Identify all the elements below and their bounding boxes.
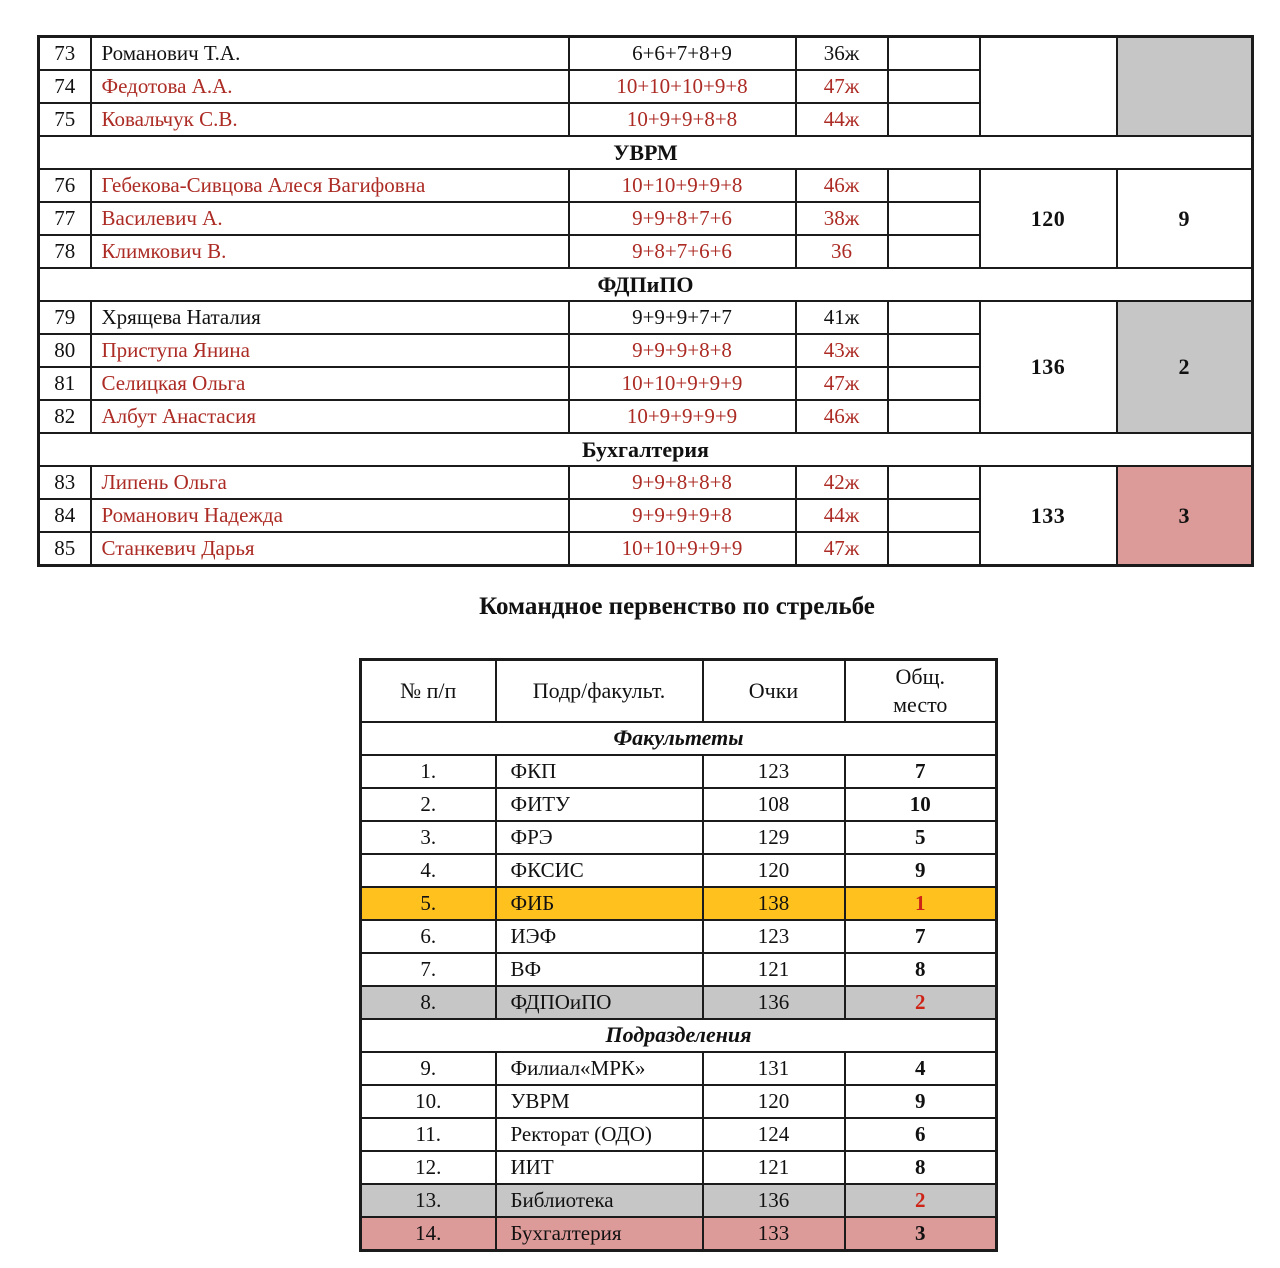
cell-place: 6 (845, 1118, 997, 1151)
cell-place: 2 (845, 1184, 997, 1217)
cell-scores: 10+10+9+9+9 (569, 367, 796, 400)
cell-place: 2 (845, 986, 997, 1019)
cell-num: 3. (361, 821, 496, 854)
cell-num: 84 (39, 499, 91, 532)
section-label: Подразделения (361, 1019, 997, 1052)
results-table-body (39, 37, 1253, 566)
table-row (361, 1052, 997, 1085)
cell-place: 7 (845, 920, 997, 953)
cell-team-total (980, 37, 1117, 137)
cell-points: 123 (703, 920, 845, 953)
cell-place: 9 (845, 1085, 997, 1118)
cell-num: 80 (39, 334, 91, 367)
cell-num: 10. (361, 1085, 496, 1118)
table-row (361, 1085, 997, 1118)
section-label: УВРМ (39, 136, 1253, 169)
cell-points: 129 (703, 821, 845, 854)
cell-points: 121 (703, 1151, 845, 1184)
cell-points: 136 (703, 1184, 845, 1217)
cell-scores: 9+9+8+8+8 (569, 466, 796, 499)
cell-name: Ковальчук С.В. (91, 103, 569, 136)
cell-num: 74 (39, 70, 91, 103)
cell-scores: 9+9+9+9+8 (569, 499, 796, 532)
cell-place: 7 (845, 755, 997, 788)
cell-extra (888, 202, 980, 235)
cell-team-total: 136 (980, 301, 1117, 433)
cell-extra (888, 466, 980, 499)
cell-unit: Библиотека (496, 1184, 703, 1217)
cell-extra (888, 169, 980, 202)
cell-scores: 10+9+9+9+9 (569, 400, 796, 433)
cell-scores: 9+8+7+6+6 (569, 235, 796, 268)
cell-num: 12. (361, 1151, 496, 1184)
cell-num: 4. (361, 854, 496, 887)
table-row (361, 920, 997, 953)
section-row (39, 136, 1253, 169)
section-row (39, 433, 1253, 466)
cell-extra (888, 70, 980, 103)
cell-total: 36ж (796, 37, 888, 71)
cell-extra (888, 301, 980, 334)
table-row (361, 821, 997, 854)
cell-name: Селицкая Ольга (91, 367, 569, 400)
cell-name: Хрящева Наталия (91, 301, 569, 334)
table-row (361, 1118, 997, 1151)
results-table (37, 35, 1254, 567)
header-points: Очки (703, 660, 845, 722)
cell-unit: ИЭФ (496, 920, 703, 953)
cell-team-place: 9 (1117, 169, 1253, 268)
section-label: Бухгалтерия (39, 433, 1253, 466)
team-table-body (361, 722, 997, 1251)
cell-name: Федотова А.А. (91, 70, 569, 103)
team-table (359, 658, 998, 1252)
section-row (39, 268, 1253, 301)
cell-name: Климкович В. (91, 235, 569, 268)
cell-points: 136 (703, 986, 845, 1019)
cell-num: 75 (39, 103, 91, 136)
header-place-line2: место (893, 691, 948, 717)
section-row (361, 1019, 997, 1052)
table-row (361, 755, 997, 788)
cell-unit: ФДПОиПО (496, 986, 703, 1019)
cell-scores: 10+10+9+9+9 (569, 532, 796, 566)
cell-points: 120 (703, 854, 845, 887)
cell-scores: 9+9+8+7+6 (569, 202, 796, 235)
cell-total: 47ж (796, 70, 888, 103)
cell-name: Романович Т.А. (91, 37, 569, 71)
cell-unit: Ректорат (ОДО) (496, 1118, 703, 1151)
cell-unit: ВФ (496, 953, 703, 986)
cell-name: Албут Анастасия (91, 400, 569, 433)
cell-unit: Бухгалтерия (496, 1217, 703, 1251)
cell-points: 108 (703, 788, 845, 821)
cell-extra (888, 400, 980, 433)
cell-name: Станкевич Дарья (91, 532, 569, 566)
cell-place: 10 (845, 788, 997, 821)
cell-place: 8 (845, 953, 997, 986)
cell-team-place: 3 (1117, 466, 1253, 566)
cell-total: 46ж (796, 400, 888, 433)
section-row (361, 722, 997, 755)
cell-total: 46ж (796, 169, 888, 202)
section-label: Факультеты (361, 722, 997, 755)
cell-total: 38ж (796, 202, 888, 235)
cell-unit: ФРЭ (496, 821, 703, 854)
cell-num: 77 (39, 202, 91, 235)
cell-points: 124 (703, 1118, 845, 1151)
cell-name: Василевич А. (91, 202, 569, 235)
cell-place: 1 (845, 887, 997, 920)
cell-num: 2. (361, 788, 496, 821)
cell-extra (888, 37, 980, 71)
cell-total: 44ж (796, 499, 888, 532)
cell-num: 5. (361, 887, 496, 920)
cell-unit: ИИТ (496, 1151, 703, 1184)
cell-scores: 9+9+9+8+8 (569, 334, 796, 367)
table-row (361, 986, 997, 1019)
cell-unit: ФИБ (496, 887, 703, 920)
header-place-line1: Общ. (895, 664, 946, 690)
cell-place: 5 (845, 821, 997, 854)
cell-unit: ФИТУ (496, 788, 703, 821)
cell-total: 47ж (796, 367, 888, 400)
cell-extra (888, 103, 980, 136)
table-row (39, 169, 1253, 202)
cell-extra (888, 235, 980, 268)
cell-extra (888, 334, 980, 367)
cell-unit: ФКСИС (496, 854, 703, 887)
table-row (39, 466, 1253, 499)
cell-scores: 10+10+10+9+8 (569, 70, 796, 103)
cell-name: Гебекова-Сивцова Алеся Вагифовна (91, 169, 569, 202)
table-row (361, 953, 997, 986)
cell-num: 76 (39, 169, 91, 202)
cell-name: Романович Надежда (91, 499, 569, 532)
table-row (361, 1151, 997, 1184)
table-row (39, 37, 1253, 71)
cell-place: 8 (845, 1151, 997, 1184)
cell-unit: УВРМ (496, 1085, 703, 1118)
cell-team-place: 2 (1117, 301, 1253, 433)
cell-num: 85 (39, 532, 91, 566)
cell-num: 81 (39, 367, 91, 400)
cell-unit: Филиал«МРК» (496, 1052, 703, 1085)
team-table-header-row (361, 660, 997, 722)
cell-total: 36 (796, 235, 888, 268)
header-num: № п/п (361, 660, 496, 722)
cell-num: 8. (361, 986, 496, 1019)
cell-num: 7. (361, 953, 496, 986)
cell-num: 82 (39, 400, 91, 433)
cell-total: 41ж (796, 301, 888, 334)
cell-num: 78 (39, 235, 91, 268)
table-row (39, 301, 1253, 334)
cell-points: 138 (703, 887, 845, 920)
table-row (361, 1217, 997, 1251)
cell-extra (888, 532, 980, 566)
cell-num: 6. (361, 920, 496, 953)
cell-num: 9. (361, 1052, 496, 1085)
cell-points: 123 (703, 755, 845, 788)
header-unit: Подр/факульт. (496, 660, 703, 722)
cell-points: 120 (703, 1085, 845, 1118)
cell-total: 47ж (796, 532, 888, 566)
cell-num: 79 (39, 301, 91, 334)
cell-name: Липень Ольга (91, 466, 569, 499)
header-place (845, 660, 997, 722)
cell-scores: 6+6+7+8+9 (569, 37, 796, 71)
section-label: ФДПиПО (39, 268, 1253, 301)
cell-total: 44ж (796, 103, 888, 136)
team-championship-title: Командное первенство по стрельбе (479, 593, 875, 620)
cell-num: 11. (361, 1118, 496, 1151)
cell-place: 9 (845, 854, 997, 887)
cell-num: 1. (361, 755, 496, 788)
cell-scores: 10+10+9+9+8 (569, 169, 796, 202)
cell-unit: ФКП (496, 755, 703, 788)
cell-scores: 9+9+9+7+7 (569, 301, 796, 334)
cell-points: 121 (703, 953, 845, 986)
cell-scores: 10+9+9+8+8 (569, 103, 796, 136)
cell-total: 42ж (796, 466, 888, 499)
cell-num: 73 (39, 37, 91, 71)
cell-name: Приступа Янина (91, 334, 569, 367)
cell-num: 14. (361, 1217, 496, 1251)
cell-team-total: 120 (980, 169, 1117, 268)
cell-team-total: 133 (980, 466, 1117, 566)
table-row (361, 788, 997, 821)
cell-place: 4 (845, 1052, 997, 1085)
table-row (361, 854, 997, 887)
cell-num: 83 (39, 466, 91, 499)
cell-num: 13. (361, 1184, 496, 1217)
cell-place: 3 (845, 1217, 997, 1251)
cell-team-place (1117, 37, 1253, 137)
table-row (361, 1184, 997, 1217)
table-row (361, 887, 997, 920)
cell-extra (888, 499, 980, 532)
cell-points: 131 (703, 1052, 845, 1085)
cell-extra (888, 367, 980, 400)
cell-total: 43ж (796, 334, 888, 367)
cell-points: 133 (703, 1217, 845, 1251)
